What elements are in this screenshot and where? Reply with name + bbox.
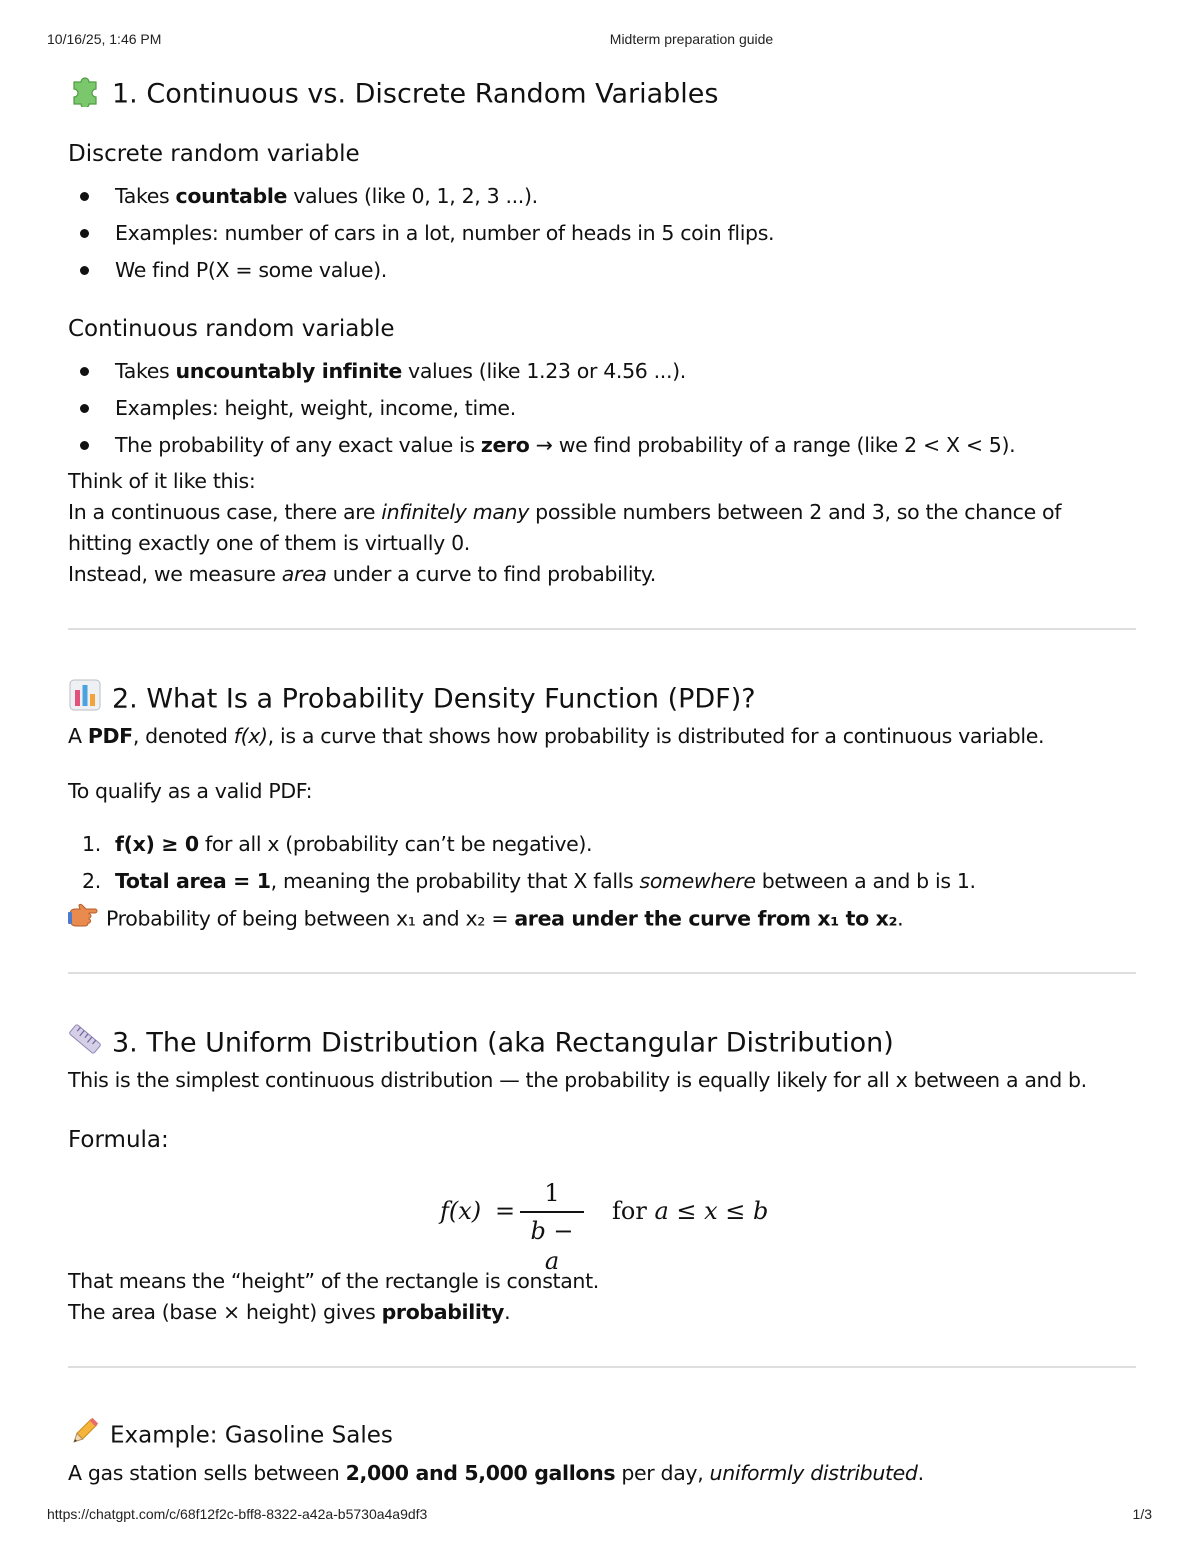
think-line-3: Instead, we measure area under a curve to find probability.	[68, 562, 656, 586]
divider	[68, 972, 1136, 974]
list-item: Examples: number of cars in a lot, number of heads in 5 coin flips.	[68, 215, 1138, 252]
print-title: Midterm preparation guide	[609, 31, 774, 47]
section2-heading-text: 2. What Is a Probability Density Function (PDF)?	[112, 683, 756, 715]
continuous-list	[68, 353, 1138, 464]
discrete-list	[68, 178, 1138, 289]
formula-fraction	[520, 1178, 584, 1275]
section3-heading-text: 3. The Uniform Distribution (aka Rectangular Distribution)	[112, 1027, 894, 1059]
list-item: Takes countable values (like 0, 1, 2, 3 ...).	[68, 178, 1138, 215]
think-line-1: In a continuous case, there are infinitely many possible numbers between 2 and 3, so the chance of	[68, 500, 1062, 524]
fraction-bar	[520, 1211, 584, 1213]
continuous-heading: Continuous random variable	[68, 316, 395, 342]
divider	[68, 628, 1136, 630]
puzzle-piece-icon	[68, 73, 102, 117]
pdf-pointer-line: Probability of being between x₁ and x₂ = area under the curve from x₁ to x₂.	[68, 902, 903, 937]
uniform-line-2: The area (base × height) gives probability.	[68, 1300, 511, 1324]
think-label: Think of it like this:	[68, 469, 256, 493]
think-line-2: hitting exactly one of them is virtually 0.	[68, 531, 470, 555]
ruler-icon	[68, 1022, 102, 1066]
print-footer	[0, 1506, 1200, 1526]
list-item: We find P(X = some value).	[68, 252, 1138, 289]
list-item: The probability of any exact value is zero → we find probability of a range (like 2 < X < 5).	[68, 427, 1138, 464]
pdf-intro: A PDF, denoted f(x), is a curve that shows how probability is distributed for a continuous variable.	[68, 724, 1045, 748]
print-url: https://chatgpt.com/c/68f12f2c-bff8-8322-a42a-b5730a4a9df3	[47, 1506, 428, 1522]
section1-heading-text: 1. Continuous vs. Discrete Random Variables	[112, 78, 719, 110]
section2-heading	[68, 678, 756, 722]
uniform-formula	[440, 1178, 770, 1275]
pointing-hand-icon	[68, 902, 98, 937]
example-heading-text: Example: Gasoline Sales	[110, 1422, 393, 1449]
uniform-line-1: That means the “height” of the rectangle is constant.	[68, 1269, 599, 1293]
formula-numerator: 1	[544, 1179, 560, 1207]
bar-chart-icon	[68, 678, 102, 722]
formula-condition: for a ≤ x ≤ b	[612, 1197, 769, 1225]
print-header	[0, 31, 1200, 51]
example-text: A gas station sells between 2,000 and 5,000 gallons per day, uniformly distributed.	[68, 1461, 924, 1485]
pdf-conditions-list	[68, 826, 1138, 900]
section1-heading	[68, 73, 719, 117]
print-page-number: 1/3	[1132, 1506, 1152, 1522]
discrete-heading: Discrete random variable	[68, 141, 360, 167]
print-timestamp: 10/16/25, 1:46 PM	[47, 31, 162, 47]
list-item: Takes uncountably infinite values (like 1.23 or 4.56 ...).	[68, 353, 1138, 390]
list-item: Examples: height, weight, income, time.	[68, 390, 1138, 427]
list-item: 2. Total area = 1, meaning the probability that X falls somewhere between a and b is 1.	[82, 869, 976, 893]
divider	[68, 1366, 1136, 1368]
section3-heading	[68, 1022, 894, 1066]
list-item: 1. f(x) ≥ 0 for all x (probability can’t be negative).	[82, 832, 593, 856]
formula-equals: =	[495, 1197, 516, 1225]
pencil-icon	[68, 1416, 100, 1456]
uniform-intro: This is the simplest continuous distribution — the probability is equally likely for all x between a and b.	[68, 1068, 1087, 1092]
formula-label: Formula:	[68, 1127, 169, 1153]
formula-denominator: b − a	[530, 1217, 574, 1275]
formula-lhs: f(x)	[440, 1197, 482, 1225]
pdf-qualify: To qualify as a valid PDF:	[68, 779, 313, 803]
example-heading	[68, 1416, 393, 1456]
